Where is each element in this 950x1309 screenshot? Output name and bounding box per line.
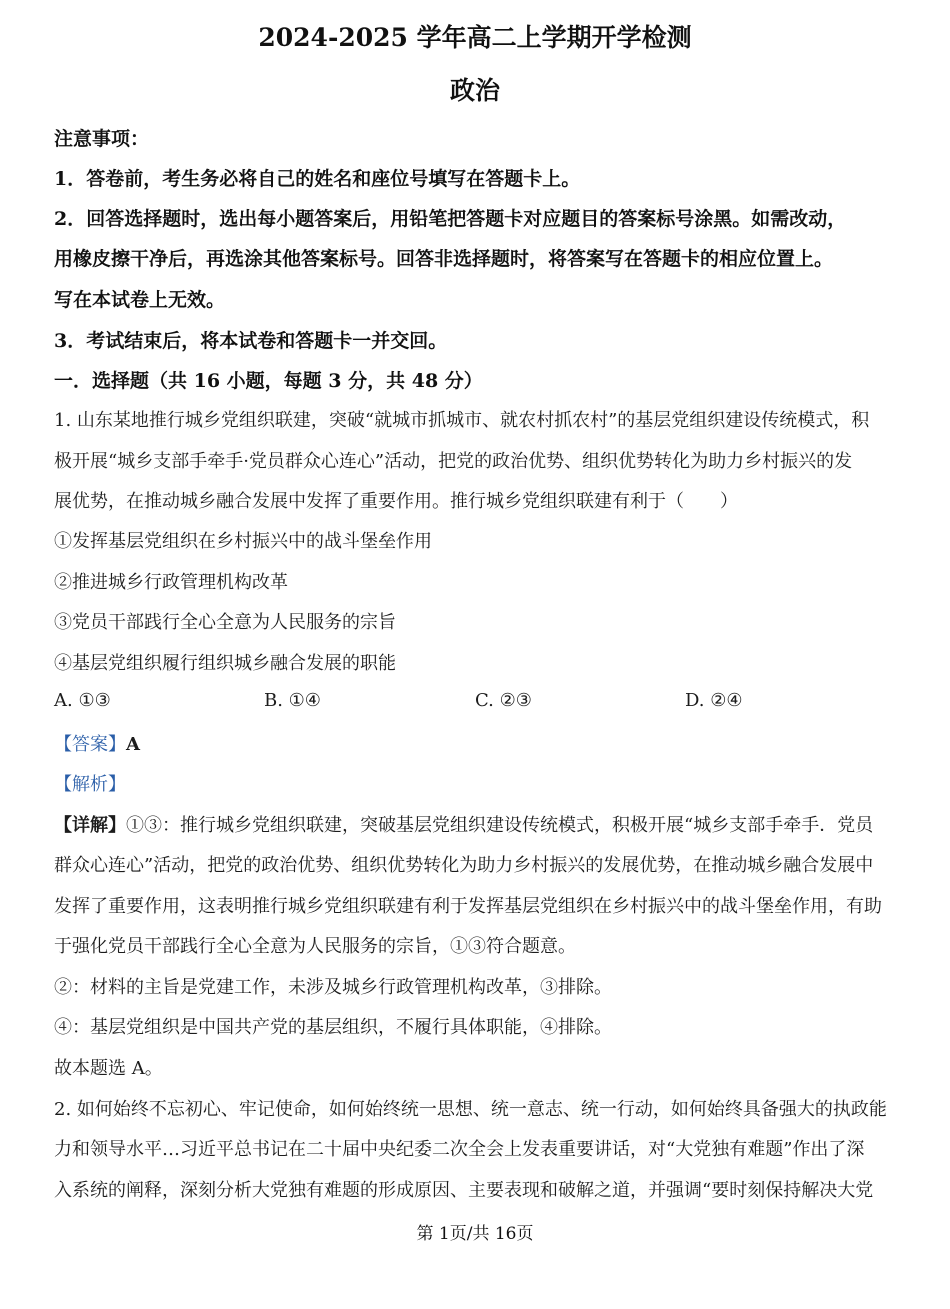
q1-detail-line-5: ②：材料的主旨是党建工作，未涉及城乡行政管理机构改革，③排除。 — [54, 977, 612, 998]
q1-statement-2: ②推进城乡行政管理机构改革 — [54, 572, 288, 593]
answer-value: A — [126, 734, 140, 755]
q1-detail-line-2: 群众心连心”活动，把党的政治优势、组织优势转化为助力乡村振兴的发展优势，在推动城乡融合发展中 — [54, 855, 874, 876]
exam-title: 2024-2025 学年高二上学期开学检测 — [258, 23, 692, 52]
q1-answer — [54, 730, 140, 756]
notice-line-4: 写在本试卷上无效。 — [54, 289, 226, 311]
notice-line-5: 3．考试结束后，将本试卷和答题卡一并交回。 — [54, 330, 448, 352]
q1-option-a: A. ①③ — [54, 690, 111, 711]
q1-statement-4: ④基层党组织履行组织城乡融合发展的职能 — [54, 653, 396, 674]
detail-label: 【详解】 — [54, 815, 126, 836]
q1-option-b: B. ①④ — [264, 690, 321, 711]
answer-label: 【答案】 — [54, 734, 126, 755]
analysis-label: 【解析】 — [54, 774, 126, 795]
notice-heading: 注意事项： — [54, 128, 150, 150]
q1-detail-line-3: 发挥了重要作用，这表明推行城乡党组织联建有利于发挥基层党组织在乡村振兴中的战斗堡垒作用，有助 — [54, 896, 882, 917]
q2-stem-line-2: 力和领导水平…习近平总书记在二十届中央纪委二次全会上发表重要讲话，对“大党独有难题”作出了深 — [54, 1139, 865, 1160]
q1-conclusion: 故本题选 A。 — [54, 1058, 163, 1079]
q2-stem-line-1: 2. 如何始终不忘初心、牢记使命，如何始终统一思想、统一意志、统一行动，如何始终具备强大的执政能 — [54, 1099, 887, 1120]
notice-line-1: 1．答卷前，考生务必将自己的姓名和座位号填写在答题卡上。 — [54, 168, 581, 190]
q1-stem-line-1: 1. 山东某地推行城乡党组织联建，突破“就城市抓城市、就农村抓农村”的基层党组织建设传统模式，积 — [54, 410, 870, 431]
page-footer: 第 1页/共 16页 — [416, 1224, 534, 1244]
q1-detail-line-1 — [54, 811, 873, 837]
q1-statement-3: ③党员干部践行全心全意为人民服务的宗旨 — [54, 612, 396, 633]
q1-option-d: D. ②④ — [685, 690, 743, 711]
notice-line-2: 2．回答选择题时，选出每小题答案后，用铅笔把答题卡对应题目的答案标号涂黑。如需改动， — [54, 208, 847, 230]
q1-detail-line-4: 于强化党员干部践行全心全意为人民服务的宗旨，①③符合题意。 — [54, 936, 576, 957]
q1-detail-line-6: ④：基层党组织是中国共产党的基层组织，不履行具体职能，④排除。 — [54, 1017, 612, 1038]
q1-stem-line-3: 展优势，在推动城乡融合发展中发挥了重要作用。推行城乡党组织联建有利于（ ） — [54, 491, 738, 512]
notice-line-3: 用橡皮擦干净后，再选涂其他答案标号。回答非选择题时，将答案写在答题卡的相应位置上。 — [54, 248, 834, 270]
q1-stem-line-2: 极开展“城乡支部手牵手·党员群众心连心”活动，把党的政治优势、组织优势转化为助力乡村振兴的发 — [54, 451, 853, 472]
q1-option-c: C. ②③ — [475, 690, 532, 711]
q1-statement-1: ①发挥基层党组织在乡村振兴中的战斗堡垒作用 — [54, 531, 432, 552]
detail-text-1: ①③：推行城乡党组织联建，突破基层党组织建设传统模式，积极开展“城乡支部手牵手．党员 — [126, 815, 874, 836]
section-heading: 一．选择题（共 16 小题，每题 3 分，共 48 分） — [54, 370, 483, 392]
subject-title: 政治 — [449, 76, 500, 105]
q2-stem-line-3: 入系统的阐释，深刻分析大党独有难题的形成原因、主要表现和破解之道，并强调“要时刻保持解决大党 — [54, 1180, 874, 1201]
